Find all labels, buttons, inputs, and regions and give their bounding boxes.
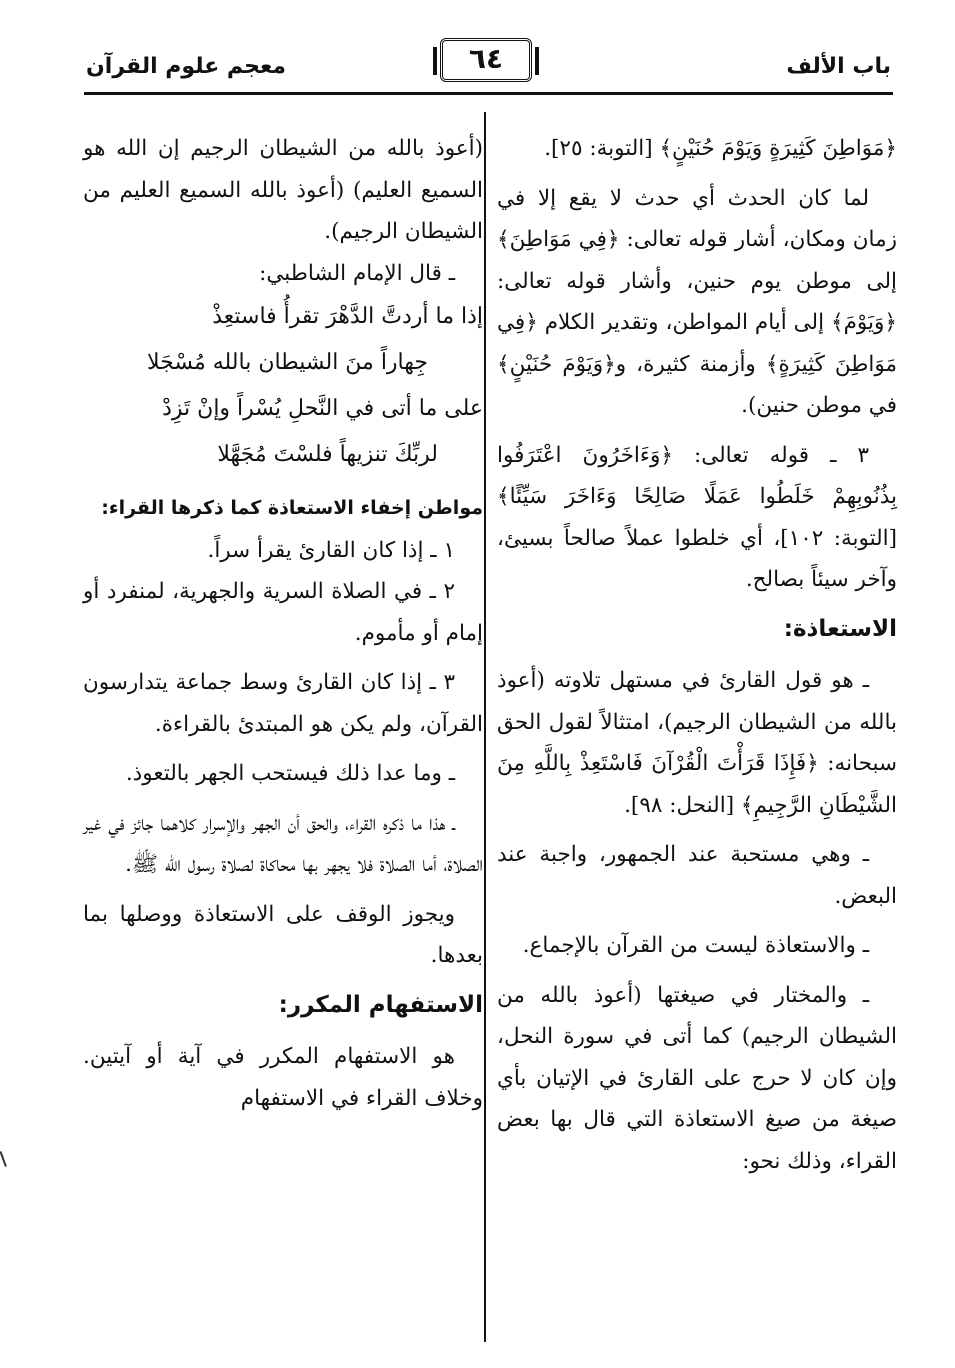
list-item: ١ ـ إذا كان القارئ يقرأ سراً. bbox=[207, 537, 455, 563]
paragraph: ـ وهي مستحبة عند الجمهور، واجبة عند البعض. bbox=[497, 842, 897, 909]
paragraph: ﴿مَوَاطِنَ كَثِيرَةٍ وَيَوْمَ حُنَيْنٍ﴾ [التوبة: ٢٥]. bbox=[544, 136, 897, 161]
poem-line: جِهاراً منَ الشيطان بالله مُسْجَلا bbox=[146, 350, 428, 375]
list-item: ٢ ـ في الصلاة السرية والجهرية، لمنفرد أو إمام أو مأموم. bbox=[83, 579, 483, 646]
column-divider bbox=[484, 112, 486, 1342]
chapter-title: باب الألف bbox=[786, 54, 891, 79]
section-heading: الاستعاذة: bbox=[783, 615, 897, 642]
paragraph: هو الاستفهام المكرر في آية أو آيتين. وخلاف القراء في الاستفهام bbox=[83, 1044, 483, 1111]
right-column bbox=[497, 128, 897, 1190]
list-item: ٣ ـ إذا كان القارئ وسط جماعة يتدارسون القرآن، ولم يكن هو المبتدئ بالقراءة. bbox=[83, 670, 483, 737]
paragraph: ـ هذا ما ذكره القراء، والحق أن الجهر والإسرار كلاهما جائز في غير الصلاة، أما الصلاة فلا يجهر بها محاكاة لصلاة رسول الله ﷺ. bbox=[83, 810, 483, 877]
left-column bbox=[83, 128, 483, 1127]
margin-mark bbox=[0, 1149, 12, 1167]
book-title: معجم علوم القرآن bbox=[86, 54, 287, 79]
paragraph: (أعوذ بالله من الشيطان الرجيم إن الله هو السميع العليم) (أعوذ بالله السميع العليم من الشيطان الرجيم). bbox=[83, 136, 483, 244]
section-subheading: مواطن إخفاء الاستعاذة كما ذكرها القراء: bbox=[101, 497, 483, 519]
page-header bbox=[0, 0, 955, 100]
paragraph: ـ قال الإمام الشاطبي: bbox=[259, 260, 455, 286]
paragraph: ـ هو قول القارئ في مستهل تلاوته (أعوذ بالله من الشيطان الرجيم)، امتثالاً لقول الحق سبحانه: ﴿فَإِذَا قَرَأْتَ الْقُرْآنَ فَاسْتَعِذْ بِاللَّهِ مِنَ الشَّيْطَانِ الرَّجِيمِ﴾ [النحل: ٩٨]. bbox=[497, 668, 897, 818]
page-number: ٦٤ bbox=[440, 38, 532, 82]
paragraph: ٣ ـ قوله تعالى: ﴿وَءَاخَرُونَ اعْتَرَفُوا بِذُنُوبِهِمْ خَلَطُوا عَمَلًا صَالِحًا وَءَاخَرَ سَيِّئًا﴾ [التوبة: ١٠٢]، أي خلطوا عملاً صالحاً بسيئ، وآخر سيئاً بصالح. bbox=[497, 442, 897, 592]
paragraph: ويجوز الوقف على الاستعاذة ووصلها بما بعدها. bbox=[83, 901, 483, 968]
poem-line: إذا ما أردتَّ الدَّهْرَ تقرأُ فاستعِذْ bbox=[212, 304, 483, 329]
paragraph: ـ وما عدا ذلك فيستحب الجهر بالتعوذ. bbox=[125, 761, 455, 786]
paragraph: لما كان الحدث أي حدث لا يقع إلا في زمان ومكان، أشار قوله تعالى: ﴿فِي مَوَاطِنَ﴾ إلى موطن يوم حنين، وأشار قوله تعالى: ﴿وَيَوْمَ﴾ إلى أيام المواطن، وتقدير الكلام ﴿فِي مَوَاطِنَ كَثِيرَةٍ﴾ وأزمنة كثيرة، و﴿وَيَوْمَ حُنَيْنٍ﴾ في موطن حنين). bbox=[497, 185, 897, 418]
poem-line: لربِّكَ تنزيهاً فلسْتَ مُجَهَّلا bbox=[217, 442, 438, 467]
paragraph: ـ والاستعاذة ليست من القرآن بالإجماع. bbox=[522, 933, 869, 958]
header-rule bbox=[84, 92, 893, 95]
paragraph: ـ والمختار في صيغتها (أعوذ بالله من الشيطان الرجيم) كما أتى في سورة النحل، وإن كان لا حرج على القارئ في الإتيان بأي صيغة من صيغ الاستعاذة التي قال بها بعض القراء، وذلك نحو: bbox=[497, 982, 897, 1174]
section-heading: الاستفهام المكرر: bbox=[278, 991, 483, 1018]
poem-line: على ما أتى في النَّحلِ يُسْراً وإنْ تَزِدْ bbox=[162, 396, 483, 421]
